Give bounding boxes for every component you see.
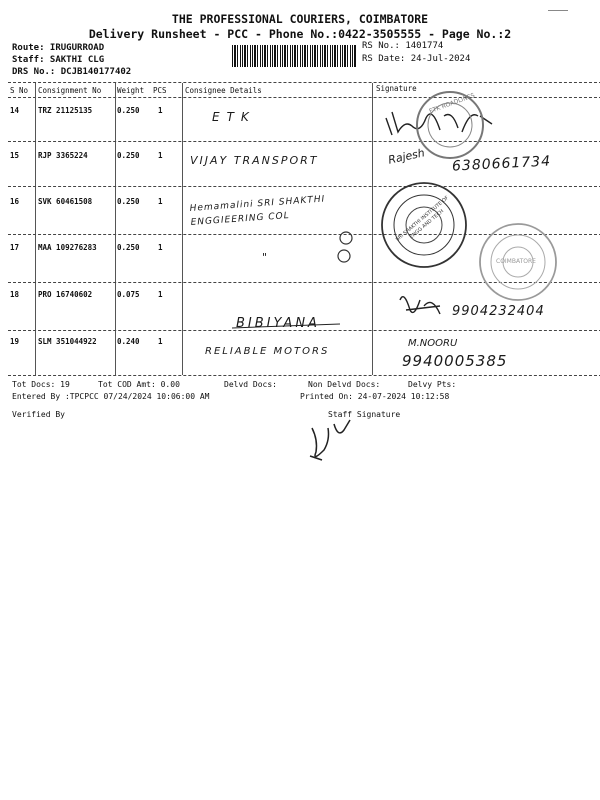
- total-cod: Tot COD Amt: 0.00: [98, 380, 180, 389]
- row-pcs: 1: [158, 197, 163, 206]
- printed-on: Printed On: 24-07-2024 10:12:58: [300, 392, 450, 401]
- row-pcs: 1: [158, 337, 163, 346]
- header-weight: Weight: [117, 86, 145, 95]
- etk-stamp-text: ETK ROADLINES: [428, 91, 476, 116]
- rs-number: RS No.: 1401774: [362, 41, 444, 51]
- row-pcs: 1: [158, 290, 163, 299]
- consignee-handwritten: BIBIYANA: [236, 316, 320, 331]
- total-docs: Tot Docs: 19: [12, 380, 70, 389]
- header-consignment: Consignment No: [38, 86, 102, 95]
- row-weight: 0.250: [117, 243, 140, 252]
- staff-signature: Staff Signature: [328, 410, 401, 419]
- signature-handwritten: M.NOORU: [408, 338, 458, 349]
- row-consignment: SVK 60461508: [38, 197, 93, 206]
- row-consignment: MAA 109276283: [38, 243, 97, 252]
- consignee-handwritten: ETK: [212, 110, 256, 124]
- header-sno: S No: [10, 86, 29, 95]
- header-consignee: Consignee Details: [185, 86, 262, 95]
- rs-date: RS Date: 24-Jul-2024: [362, 54, 471, 64]
- sakthi-stamp-text: SRI SHAKTHI INSTITUTE OF ENGG AND TECH: [394, 195, 451, 243]
- consignee-handwritten: VIJAY TRANSPORT: [190, 154, 319, 167]
- row-weight: 0.250: [117, 197, 140, 206]
- phone-handwritten: 9940005385: [402, 352, 508, 370]
- row-pcs: 1: [158, 243, 163, 252]
- row-weight: 0.075: [117, 290, 140, 299]
- header-pcs: PCS: [153, 86, 167, 95]
- row-sno: 18: [10, 290, 20, 299]
- row-weight: 0.240: [117, 337, 140, 346]
- sheet-title: Delivery Runsheet - PCC - Phone No.:0422-3505555 - Page No.:2: [88, 27, 512, 41]
- row-pcs: 1: [158, 151, 163, 160]
- row-sno: 15: [10, 151, 20, 160]
- row-weight: 0.250: [117, 151, 140, 160]
- row-sno: 19: [10, 337, 20, 346]
- row-sno: 17: [10, 243, 20, 252]
- verified-by: Verified By: [12, 410, 65, 419]
- phone-handwritten: 6380661734: [451, 153, 552, 175]
- route-label: Route: IRUGURROAD: [12, 43, 105, 53]
- row-sno: 16: [10, 197, 20, 206]
- company-title: THE PROFESSIONAL COURIERS, COIMBATORE: [171, 12, 429, 26]
- delivered-docs: Delvd Docs:: [224, 380, 277, 389]
- small-circle-mark: [338, 232, 352, 262]
- row-consignment: SLM 351044922: [38, 337, 97, 346]
- row-weight: 0.250: [117, 106, 140, 115]
- consignee-handwritten: ": [262, 251, 268, 264]
- row-consignment: PRO 16740602: [38, 290, 93, 299]
- row-consignment: RJP 3365224: [38, 151, 88, 160]
- row-sno: 14: [10, 106, 20, 115]
- staff-signature-scrawl: [310, 420, 350, 460]
- consignee-handwritten: RELIABLE MOTORS: [205, 346, 330, 357]
- entered-by: Entered By :TPCPCC 07/24/2024 10:06:00 AM: [12, 392, 210, 401]
- signature-handwritten: Rajesh: [387, 146, 426, 167]
- non-delivered-docs: Non Delvd Docs:: [308, 380, 381, 389]
- signature-scrawl: [386, 112, 492, 135]
- phone-handwritten: 9904232404: [452, 304, 545, 319]
- signature-scrawl: [400, 297, 440, 314]
- delivery-points: Delvy Pts:: [408, 380, 457, 389]
- staff-label: Staff: SAKTHI CLG: [12, 55, 105, 65]
- drs-label: DRS No.: DCJB140177402: [12, 67, 132, 77]
- consignee-handwritten: Hemamalini SRI SHAKTHI ENGGIEERING COL: [189, 194, 326, 228]
- header-signature: Signature: [376, 84, 417, 93]
- underline: [232, 324, 340, 328]
- row-pcs: 1: [158, 106, 163, 115]
- coimbatore-stamp-text: COIMBATORE: [496, 258, 536, 265]
- row-consignment: TRZ 21125135: [38, 106, 93, 115]
